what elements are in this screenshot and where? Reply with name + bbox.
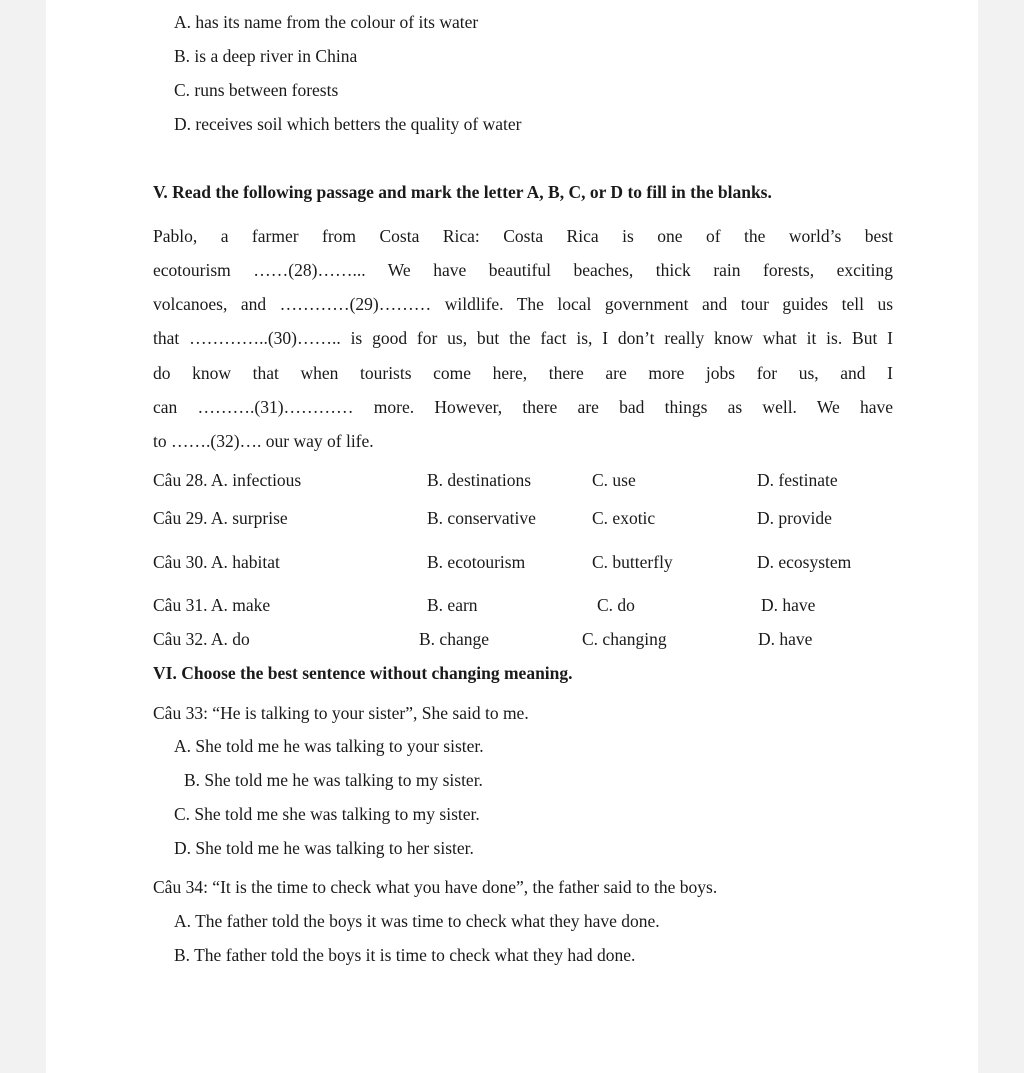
q34-option-b: B. The father told the boys it is time to check what they had done. [174, 945, 636, 965]
passage-line: to …….(32)…. our way of life. [153, 431, 374, 451]
q31-option-c: C. do [597, 595, 635, 615]
q31-option-d: D. have [761, 595, 816, 615]
q29-option-b: B. conservative [427, 508, 536, 528]
q33-option-c: C. She told me she was talking to my sister. [174, 804, 480, 824]
q32-option-c: C. changing [582, 629, 667, 649]
q32-option-a: Câu 32. A. do [153, 629, 250, 649]
passage-line: ecotourism ……(28)……... We have beautiful beaches, thick rain forests, exciting [153, 260, 893, 280]
passage-line: volcanoes, and …………(29)……… wildlife. The local government and tour guides tell us [153, 294, 893, 314]
section-5-heading: V. Read the following passage and mark the letter A, B, C, or D to fill in the blanks. [153, 182, 772, 202]
section-6-heading: VI. Choose the best sentence without changing meaning. [153, 663, 573, 683]
q27-option-b: B. is a deep river in China [174, 46, 358, 66]
q27-option-d: D. receives soil which betters the quality of water [174, 114, 522, 134]
q31-option-a: Câu 31. A. make [153, 595, 271, 615]
passage-line: Pablo, a farmer from Costa Rica: Costa Rica is one of the world’s best [153, 226, 893, 246]
q32-option-d: D. have [758, 629, 813, 649]
q30-option-b: B. ecotourism [427, 552, 526, 572]
q27-option-c: C. runs between forests [174, 80, 339, 100]
q34-stem: Câu 34: “It is the time to check what you have done”, the father said to the boys. [153, 877, 718, 897]
q30-option-a: Câu 30. A. habitat [153, 552, 280, 572]
q28-option-b: B. destinations [427, 470, 532, 490]
q28-option-d: D. festinate [757, 470, 838, 490]
q31-option-b: B. earn [427, 595, 478, 615]
q32-option-b: B. change [419, 629, 489, 649]
q30-option-d: D. ecosystem [757, 552, 852, 572]
q30-option-c: C. butterfly [592, 552, 673, 572]
q28-option-c: C. use [592, 470, 636, 490]
q29-option-a: Câu 29. A. surprise [153, 508, 288, 528]
q33-stem: Câu 33: “He is talking to your sister”, She said to me. [153, 703, 529, 723]
q33-option-a: A. She told me he was talking to your sister. [174, 736, 484, 756]
passage-line: do know that when tourists come here, there are more jobs for us, and I [153, 363, 893, 383]
passage-line: that …………..(30)…….. is good for us, but the fact is, I don’t really know what it is. But I [153, 328, 893, 348]
q29-option-c: C. exotic [592, 508, 656, 528]
document-page [46, 0, 978, 1073]
q33-option-b: B. She told me he was talking to my sister. [184, 770, 483, 790]
passage-line: can ……….(31)………… more. However, there are bad things as well. We have [153, 397, 893, 417]
q27-option-a: A. has its name from the colour of its water [174, 12, 479, 32]
q34-option-a: A. The father told the boys it was time to check what they have done. [174, 911, 660, 931]
q28-option-a: Câu 28. A. infectious [153, 470, 302, 490]
q33-option-d: D. She told me he was talking to her sister. [174, 838, 474, 858]
q29-option-d: D. provide [757, 508, 832, 528]
